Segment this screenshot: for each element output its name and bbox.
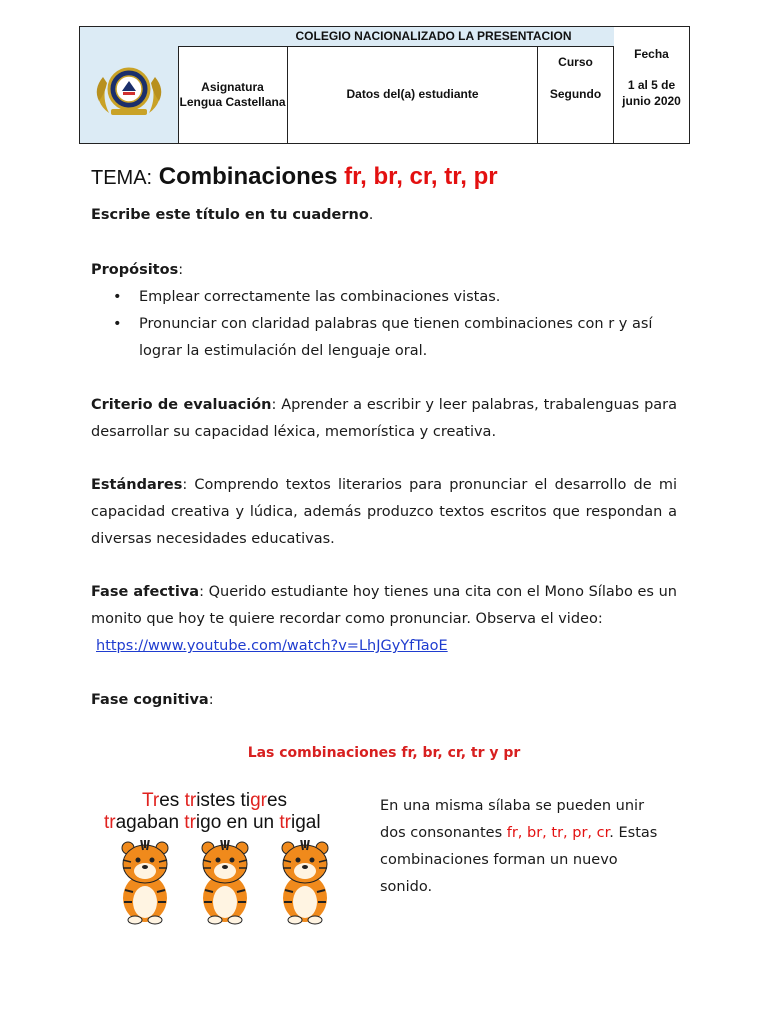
purposes-label: Propósitos: [91, 262, 179, 278]
bullet-icon: •: [113, 289, 122, 305]
explanation-combos: fr, br, tr, pr, cr: [506, 825, 610, 841]
standards-text: : Comprendo textos literarios para pronunciar el desarrollo de mi capacidad creativa y lúdica, además produzco textos escritos que respondan a diversas necesidades educativas.: [91, 477, 677, 547]
school-name: COLEGIO NACIONALIZADO LA PRESENTACION: [178, 27, 689, 47]
standards-label: Estándares: [91, 477, 183, 493]
affective-paragraph: [91, 579, 677, 633]
tiger-icon: [202, 840, 248, 924]
school-crest-icon: [80, 27, 178, 143]
subject-label: Asignatura: [201, 80, 264, 94]
explanation-text: En una misma sílaba se pueden unir dos consonantes: [380, 798, 645, 841]
title-label: TEMA:: [91, 167, 153, 189]
criteria-label: Criterio de evaluación: [91, 397, 272, 413]
video-link[interactable]: https://www.youtube.com/watch?v=LhJGyYfTaoE: [96, 638, 448, 654]
purpose-item-1: Emplear correctamente las combinaciones vistas.: [139, 289, 501, 305]
criteria-text: : Aprender a escribir y leer palabras, trabalenguas para desarrollar su capacidad léxica, memorística y creativa.: [91, 397, 678, 440]
page-title: [91, 163, 498, 191]
criteria-paragraph: [91, 392, 677, 446]
instruction-end: .: [368, 207, 374, 223]
video-link-container: [96, 633, 448, 660]
student-data-label: Datos del(a) estudiante: [346, 87, 479, 101]
tigers-illustration: [100, 840, 350, 925]
tiger-icon: [282, 840, 328, 924]
course-cell: [538, 46, 614, 143]
instruction: [91, 202, 373, 229]
bullet-icon: •: [113, 316, 122, 332]
tongue-twister-line-1: Tres tristes tigres: [142, 790, 288, 811]
date-cell: [614, 27, 689, 143]
header-table: [79, 26, 690, 144]
purpose-item-2-continuation: lograr la estimulación del lenguaje oral.: [139, 343, 428, 359]
purposes-heading: [91, 257, 183, 284]
course-label: Curso: [558, 55, 593, 69]
tongue-twister: [104, 790, 340, 834]
affective-text: : Querido estudiante hoy tienes una cita con el Mono Sílabo es un monito que hoy te quiere recordar como pronunciar. Observa el video:: [91, 584, 678, 627]
purpose-item-2: Pronunciar con claridad palabras que tienen combinaciones con r y así: [139, 316, 653, 332]
purposes-colon: :: [178, 262, 184, 278]
logo-cell: [80, 27, 179, 143]
title-combos: fr, br, cr, tr, pr: [344, 163, 498, 190]
explanation-end: . Estas combinaciones forman un nuevo sonido.: [380, 825, 658, 895]
cognitive-heading: [91, 687, 214, 714]
date-value-line2: junio 2020: [622, 94, 681, 108]
tiger-icon: [122, 840, 168, 924]
instruction-text: Escribe este título en tu cuaderno: [91, 207, 369, 223]
tongue-twister-line-2: tragaban trigo en un trigal: [104, 812, 321, 833]
course-value: Segundo: [549, 87, 602, 101]
date-value-line1: 1 al 5 de: [627, 78, 676, 92]
cognitive-colon: :: [208, 692, 214, 708]
subject-value: Lengua Castellana: [179, 95, 286, 109]
title-main: Combinaciones: [158, 163, 338, 190]
student-data-cell: [288, 46, 538, 143]
date-label: Fecha: [634, 47, 669, 61]
combinations-subtitle: Las combinaciones fr, br, cr, tr y pr: [247, 745, 521, 761]
standards-paragraph: [91, 472, 677, 553]
cognitive-label: Fase cognitiva: [91, 692, 209, 708]
explanation-paragraph: [380, 793, 660, 901]
affective-label: Fase afectiva: [91, 584, 200, 600]
subject-cell: [178, 46, 288, 143]
